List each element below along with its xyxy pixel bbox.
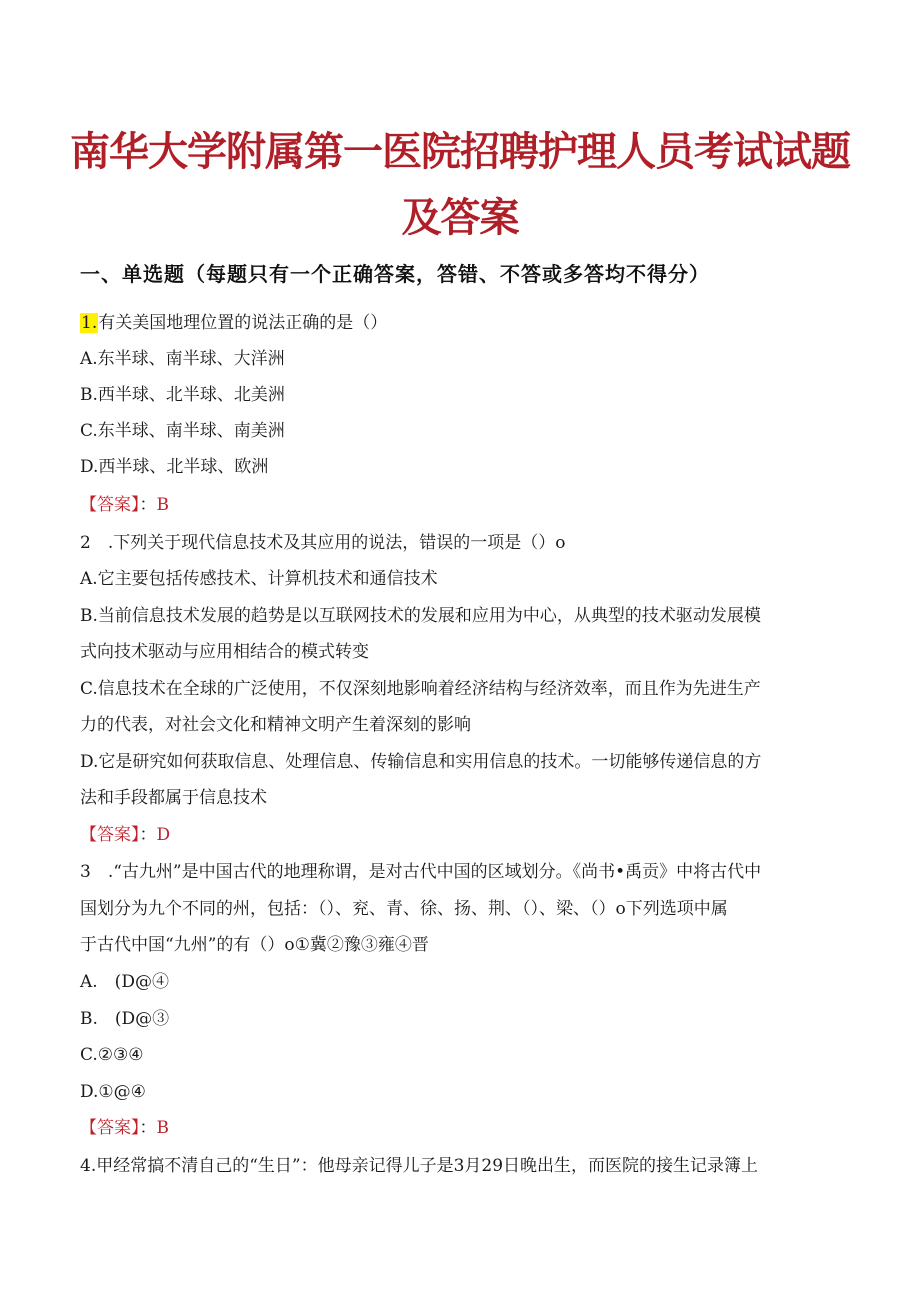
question-3-option-a: A. (D@④ <box>80 972 169 992</box>
question-3-answer <box>80 1115 850 1141</box>
question-1-stem <box>80 310 850 336</box>
question-1-text: 有关美国地理位置的说法正确的是（） <box>98 313 388 333</box>
question-2-option-c-line-2: 力的代表，对社会文化和精神文明产生着深刻的影响 <box>80 715 471 735</box>
question-1-number: 1. <box>81 313 98 333</box>
answer-colon: ： <box>139 1118 157 1138</box>
question-1-option-b: B.西半球、北半球、北美洲 <box>80 385 285 405</box>
question-1-answer <box>80 492 850 518</box>
question-3-option-b: B. (D@③ <box>80 1009 170 1029</box>
document-title-line-1: 南华大学附属第一医院招聘护理人员考试试题 <box>70 129 850 175</box>
question-2-answer <box>80 822 850 848</box>
document-title-line-2: 及答案 <box>401 195 519 241</box>
question-3-stem-line-3: 于古代中国“九州”的有（）o①冀②豫③雍④晋 <box>80 935 429 955</box>
answer-label: 【答案】 <box>80 495 140 515</box>
question-3-stem-line-1: 3 .“古九州”是中国古代的地理称谓，是对古代中国的区域划分。《尚书•禹贡》中将古代中 <box>80 862 762 882</box>
question-2-option-a: A.它主要包括传感技术、计算机技术和通信技术 <box>80 569 438 589</box>
question-2-option-d-line-1: D.它是研究如何获取信息、处理信息、传输信息和实用信息的技术。一切能够传递信息的方 <box>80 752 762 772</box>
question-2-option-c-line-1: C.信息技术在全球的广泛使用，不仅深刻地影响着经济结构与经济效率，而且作为先进生产 <box>80 679 761 699</box>
question-1-option-d: D.西半球、北半球、欧洲 <box>80 457 269 477</box>
question-4-stem-line-1: 4.甲经常搞不清自己的“生日”：他母亲记得儿子是3月29日晚出生，而医院的接生记录簿上 <box>80 1156 759 1176</box>
answer-label: 【答案】 <box>80 825 140 845</box>
answer-colon: ： <box>139 825 157 845</box>
answer-label: 【答案】 <box>80 1118 140 1138</box>
question-3-option-d: D.①@④ <box>80 1082 146 1102</box>
question-2-option-b-line-2: 式向技术驱动与应用相结合的模式转变 <box>80 642 369 662</box>
question-3-stem-line-2: 国划分为九个不同的州，包括：（）、兖、青、徐、扬、荆、（）、梁、（）o下列选项中属 <box>80 899 728 919</box>
question-1-option-c: C.东半球、南半球、南美洲 <box>80 421 285 441</box>
answer-value: D <box>156 825 171 845</box>
section-heading: 一、单选题（每题只有一个正确答案，答错、不答或多答均不得分） <box>80 262 710 286</box>
question-3-option-c: C.②③④ <box>80 1045 144 1065</box>
answer-value: B <box>156 1118 169 1138</box>
question-2-option-b-line-1: B.当前信息技术发展的趋势是以互联网技术的发展和应用为中心，从典型的技术驱动发展模 <box>80 606 761 626</box>
answer-value: B <box>156 495 169 515</box>
question-2-stem: 2 .下列关于现代信息技术及其应用的说法，错误的一项是（）o <box>80 533 566 553</box>
question-1-option-a: A.东半球、南半球、大洋洲 <box>80 349 285 369</box>
answer-colon: ： <box>139 495 157 515</box>
question-2-option-d-line-2: 法和手段都属于信息技术 <box>80 788 267 808</box>
